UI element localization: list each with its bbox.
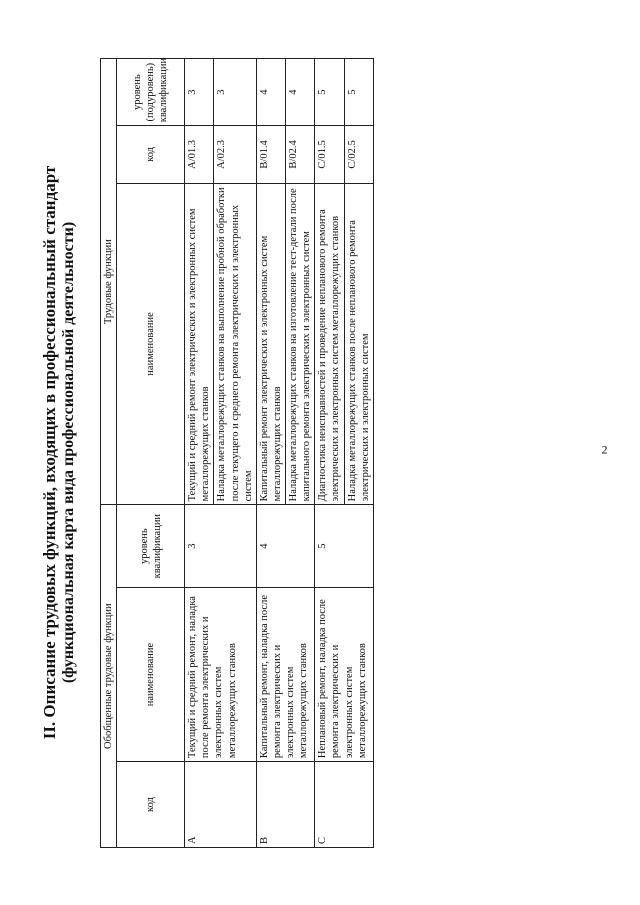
function-code: A/02.3 bbox=[214, 126, 256, 183]
function-name: Текущий и средний ремонт электрических и электронных систем металлорежущих станков bbox=[185, 183, 214, 505]
header-name2: наименование bbox=[117, 183, 185, 505]
function-name: Наладка металлорежущих станков на изготовление тест-детали после капитального ремонта электрических и электронных систем bbox=[286, 183, 315, 505]
function-level: 4 bbox=[286, 59, 315, 126]
table-row bbox=[185, 59, 214, 848]
header-code: код bbox=[117, 762, 185, 848]
table-row bbox=[256, 59, 285, 848]
function-level: 3 bbox=[214, 59, 256, 126]
section-title: II. Описание трудовых функций, входящих в профессиональный стандарт bbox=[40, 165, 59, 740]
group-level: 5 bbox=[315, 505, 374, 588]
group-code: A bbox=[185, 762, 257, 848]
function-name: Наладка металлорежущих станков на выполнение пробной обработки после текущего и среднего ремонта электрических и электронных систем bbox=[214, 183, 256, 505]
function-level: 4 bbox=[256, 59, 285, 126]
function-level: 3 bbox=[185, 59, 214, 126]
header-level: уровень квалификации bbox=[117, 505, 185, 588]
function-code: B/01.4 bbox=[256, 126, 285, 183]
group-name: Текущий и средний ремонт, наладка после ремонта электрических и электронных систем металлорежущих станков bbox=[185, 587, 257, 761]
function-code: C/01.5 bbox=[315, 126, 344, 183]
group-level: 3 bbox=[185, 505, 257, 588]
function-level: 5 bbox=[344, 59, 373, 126]
header-code2: код bbox=[117, 126, 185, 183]
header-row-2 bbox=[117, 59, 185, 848]
functional-map-table bbox=[100, 58, 374, 848]
function-code: B/02.4 bbox=[286, 126, 315, 183]
group-code: C bbox=[315, 762, 374, 848]
function-level: 5 bbox=[315, 59, 344, 126]
function-name: Наладка металлорежущих станков после непланового ремонта электрических и электронных систем bbox=[344, 183, 373, 505]
header-labor-functions: Трудовые функции bbox=[101, 59, 117, 505]
header-sublevel: уровень (подуровень) квалификации bbox=[117, 59, 185, 126]
table-row bbox=[315, 59, 344, 848]
function-code: A/01.3 bbox=[185, 126, 214, 183]
header-row-1 bbox=[101, 59, 117, 848]
group-level: 4 bbox=[256, 505, 315, 588]
function-name: Капитальный ремонт электрических и электронных систем металлорежущих станков bbox=[256, 183, 285, 505]
group-name: Неплановый ремонт, наладка после ремонта электрических и электронных систем металлорежущих станков bbox=[315, 587, 374, 761]
function-name: Диагностика неисправностей и проведение непланового ремонта электрических и электронных систем металлорежущих станков bbox=[315, 183, 344, 505]
page-number: 2 bbox=[601, 442, 608, 457]
section-subtitle: (функциональная карта вида профессиональной деятельности) bbox=[60, 221, 77, 684]
header-name: наименование bbox=[117, 587, 185, 761]
group-code: B bbox=[256, 762, 315, 848]
function-code: C/02.5 bbox=[344, 126, 373, 183]
group-name: Капитальный ремонт, наладка после ремонта электрических и электронных систем металлорежущих станков bbox=[256, 587, 315, 761]
header-generalized: Обобщенные трудовые функции bbox=[101, 505, 117, 848]
